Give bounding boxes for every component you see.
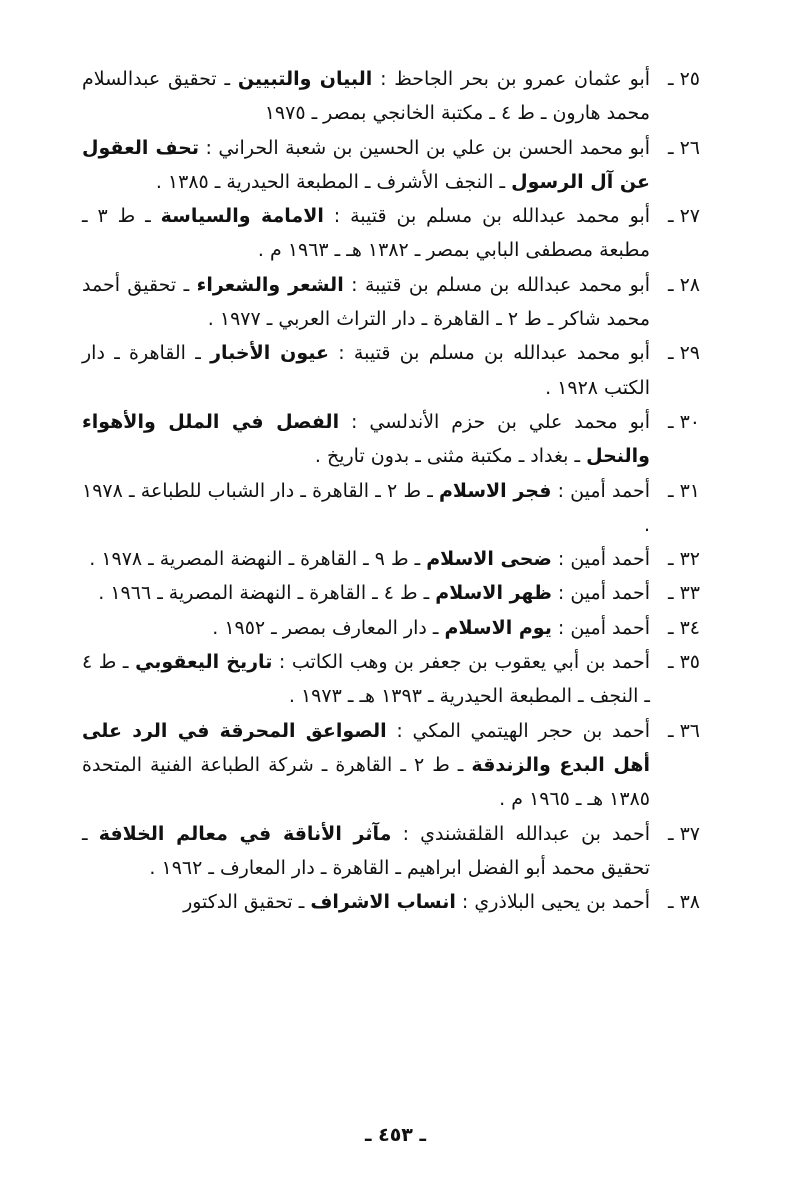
entry-publication: ـ تحقيق عبدالسلام محمد هارون ـ ط ٤ ـ مكتبة الخانجي بمصر ـ ١٩٧٥: [82, 68, 650, 125]
entry-title: ظهر الاسلام: [435, 582, 552, 605]
page-number: ـ ٤٥٣ ـ: [364, 1124, 426, 1146]
entry-author: أبو محمد علي بن حزم الأندلسي :: [339, 410, 650, 433]
entry-number: ٢٩ ـ: [667, 342, 700, 365]
bibliography-entry-28: [82, 268, 700, 337]
bibliography-entry-33: [82, 576, 700, 610]
entry-number: ٣٥ ـ: [667, 651, 700, 674]
bibliography-entry-32: [82, 542, 700, 576]
bibliography-entry-25: [82, 62, 700, 131]
entry-publication: ـ دار المعارف بمصر ـ ١٩٥٢ .: [212, 616, 445, 639]
entry-author: أبو محمد الحسن بن علي بن الحسين بن شعبة الحراني :: [199, 136, 650, 159]
entry-number: ٢٨ ـ: [667, 273, 700, 296]
entry-title: يوم الاسلام: [444, 616, 552, 639]
entry-title: تاريخ اليعقوبي: [135, 651, 273, 674]
entry-publication: ـ ط ٢ ـ القاهرة ـ شركة الطباعة الفنية المتحدة ١٣٨٥ هـ ـ ١٩٦٥ م .: [82, 753, 650, 811]
entry-publication: ـ ط ٤ ـ النجف ـ المطبعة الحيدرية ـ ١٣٩٣ هـ ـ ١٩٧٣ .: [82, 651, 650, 708]
entry-title: فجر الاسلام: [438, 479, 552, 502]
entry-publication: ـ النجف الأشرف ـ المطبعة الحيدرية ـ ١٣٨٥ .: [155, 170, 512, 193]
bibliography-entry-30: [82, 405, 700, 474]
entry-number: ٣٣ ـ: [667, 582, 700, 605]
entry-number: ٣١ ـ: [667, 479, 700, 502]
entry-number: ٢٧ ـ: [667, 205, 700, 228]
entry-title: انساب الاشراف: [310, 891, 456, 914]
entry-author: أبو محمد عبدالله بن مسلم بن قتيبة :: [328, 342, 650, 365]
entry-title: عيون الأخبار: [210, 342, 329, 365]
bibliography-entry-34: [82, 611, 700, 645]
entry-publication: ـ تحقيق الدكتور: [183, 891, 311, 914]
bibliography-entry-37: [82, 817, 700, 886]
entry-author: أحمد أمين :: [551, 616, 650, 639]
entry-author: أحمد بن عبدالله القلقشندي :: [391, 822, 650, 845]
bibliography-entry-38: [82, 885, 700, 919]
entry-number: ٣٠ ـ: [667, 410, 700, 433]
bibliography-entry-27: [82, 199, 700, 268]
entry-number: ٢٦ ـ: [667, 136, 700, 159]
entry-author: أحمد بن أبي يعقوب بن جعفر بن وهب الكاتب :: [272, 651, 651, 674]
entry-number: ٣٤ ـ: [667, 616, 700, 639]
entry-author: أحمد بن حجر الهيتمي المكي :: [386, 719, 650, 742]
bibliography-entry-29: [82, 336, 700, 405]
bibliography-entry-35: [82, 645, 700, 714]
bibliography-list: [82, 62, 700, 919]
entry-publication: ـ تحقيق أحمد محمد شاكر ـ ط ٢ ـ القاهرة ـ دار التراث العربي ـ ١٩٧٧ .: [82, 273, 650, 331]
entry-title: مآثر الأناقة في معالم الخلافة: [98, 822, 392, 845]
bibliography-entry-36: [82, 714, 700, 817]
entry-author: أبو محمد عبدالله بن مسلم بن قتيبة :: [323, 205, 651, 228]
entry-publication: ـ ط ٤ ـ القاهرة ـ النهضة المصرية ـ ١٩٦٦ .: [98, 582, 436, 605]
entry-author: أحمد أمين :: [551, 582, 650, 605]
entry-title: ضحى الاسلام: [426, 548, 552, 571]
entry-author: أحمد أمين :: [551, 479, 650, 502]
entry-title: تحف العقول عن آل الرسول: [82, 136, 650, 193]
entry-publication: ـ بغداد ـ مكتبة مثنى ـ بدون تاريخ .: [314, 445, 587, 468]
entry-number: ٣٦ ـ: [667, 719, 700, 742]
entry-publication: ـ ط ٣ ـ مطبعة مصطفى البابي بمصر ـ ١٣٨٢ هـ ـ ١٩٦٣ م .: [82, 205, 650, 262]
entry-title: الفصل في الملل والأهواء والنحل: [82, 410, 650, 468]
entry-author: أبو عثمان عمرو بن بحر الجاحظ :: [372, 68, 651, 90]
entry-publication: ـ ط ٢ ـ القاهرة ـ دار الشباب للطباعة ـ ١٩٧٨ .: [82, 479, 650, 536]
bibliography-entry-26: [82, 131, 700, 200]
entry-title: الشعر والشعراء: [196, 273, 344, 296]
entry-title: الصواعق المحرقة في الرد على أهل البدع والزندقة: [82, 719, 650, 776]
entry-author: أحمد أمين :: [551, 548, 650, 571]
entry-publication: ـ القاهرة ـ دار الكتب ١٩٢٨ .: [82, 342, 650, 399]
entry-number: ٣٢ ـ: [667, 548, 700, 571]
entry-publication: ـ ط ٩ ـ القاهرة ـ النهضة المصرية ـ ١٩٧٨ .: [89, 548, 427, 571]
entry-author: أحمد بن يحيى البلاذري :: [455, 891, 650, 914]
entry-publication: ـ تحقيق محمد أبو الفضل ابراهيم ـ القاهرة ـ دار المعارف ـ ١٩٦٢ .: [82, 822, 650, 879]
entry-number: ٣٧ ـ: [667, 822, 700, 845]
entry-title: الامامة والسياسة: [160, 205, 324, 228]
bibliography-entry-31: [82, 474, 700, 543]
entry-number: ٣٨ ـ: [667, 891, 700, 914]
entry-number: ٢٥ ـ: [667, 68, 700, 90]
entry-title: البيان والتبيين: [237, 68, 373, 90]
entry-author: أبو محمد عبدالله بن مسلم بن قتيبة :: [343, 273, 651, 296]
